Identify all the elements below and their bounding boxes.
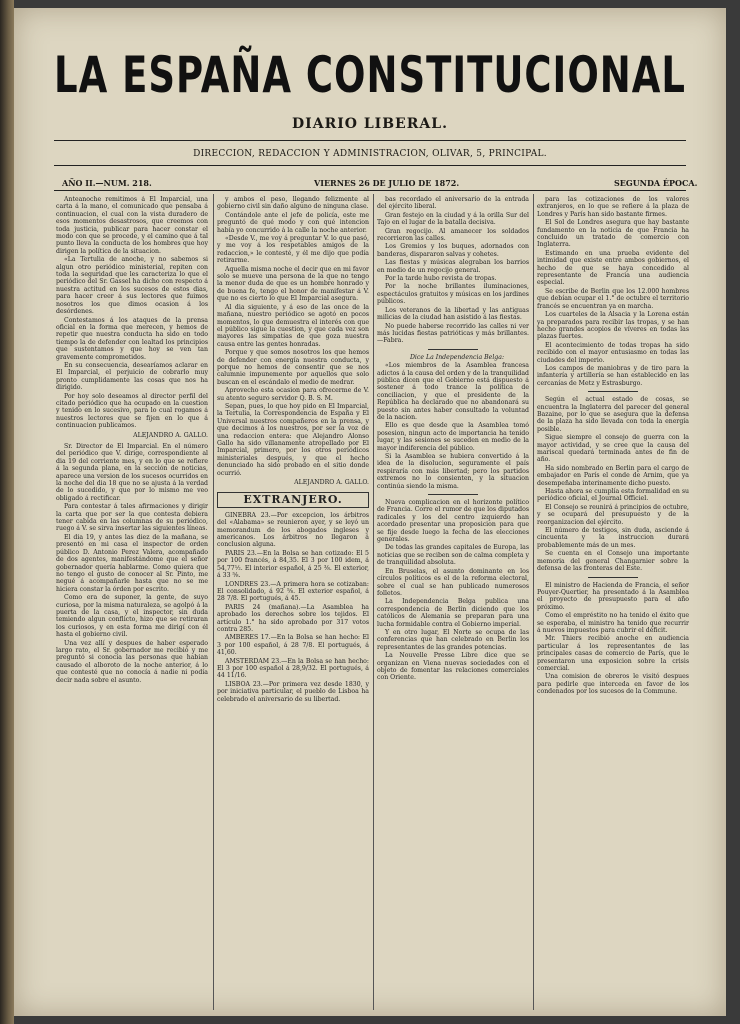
article-paragraph: «Los miembros de la Asamblea francesa adictos á la causa del orden y de la tranquilidad pública dicen que el Gobierno está dispuesto á sostener á todo trance la política de conciliacion, y que el presidente de la República ha declarado que no abandonará su puesto sin antes haber consultado la voluntad de la nacion. [377, 362, 529, 421]
news-item: LISBOA 23.—Por primera vez desde 1830, y por iniciativa particular, el pueblo de Lisboa ha celebrado el aniversario de su libertad. [217, 680, 369, 703]
article-paragraph: Por la tarde hubo revista de tropas. [385, 275, 497, 283]
article-paragraph: Contestamos á los ataques de la prensa oficial en la forma que merecen, y hemos de repetir que nuestra conducta ha sido en todo tiempo la de defender con lealtad los principios que sustentamos y que hoy se ven tan gravemente comprometidos. [56, 316, 208, 361]
article-paragraph: Mr. Thiers recibió anoche en audiencia particular á los representantes de las principales casas de comercio de París, que le presentaron una exposicion sobre la crisis comercial. [537, 635, 689, 672]
newspaper-title: LA ESPAÑA CONSTITUCIONAL [54, 46, 686, 105]
article-paragraph: para las cotizaciones de los valores extranjeros, en lo que se refiere á la plaza de Londres y París han sido bastante firmes. [537, 196, 689, 218]
section-separator [588, 577, 638, 578]
masthead-rule-top [54, 140, 686, 141]
article-paragraph: Aquella misma noche el decir que en mi favor solo se mueve una persona de la que no tengo la menor duda de que es un hombre honrado y de buena fe, tengo el honor de manifestar á V. que no es cierto lo que El Imparcial asegura. [217, 265, 369, 303]
article-paragraph: «Desde V., me voy á preguntar V. lo que pasó, y me voy á los respetables amigos de la redaccion,» le contesté, y él me dijo que podía retirarme. [217, 235, 369, 265]
news-item: PARIS 24 (mañana).—La Asamblea ha aprobado los derechos sobre los tejidos. El artículo 1.° ha sido aprobado por 317 votos contra 285. [217, 603, 369, 633]
article-paragraph: Como el empréstito no ha tenido el éxito que se esperaba, el ministro ha tenido que recurrir á nuevos impuestos para cubrir el déficit. [537, 612, 689, 634]
article-paragraph: Gran regocijo. Al amanecer los soldados recorrieron las calles. [377, 227, 529, 243]
article-paragraph: Sigue siempre el consejo de guerra con la mayor actividad, y se cree que la causa del mariscal quedará terminada antes de fin de año. [537, 434, 689, 464]
article-paragraph: La Independencia Belga publica una correspondencia de Berlin diciendo que los católicos de Alemania se preparan para una lucha formidable contra el Gobierno imperial. [377, 598, 529, 628]
section-separator [428, 349, 478, 350]
article-paragraph: Si la Asamblea se hubiera convertido á la idea de la disolucion, seguramente el país respiraría con más libertad; pero los partidos extremos no lo consienten, y la situacion continúa siendo la misma. [377, 453, 529, 490]
article-paragraph: Los Gremios y los buques, adornados con banderas, dispararon salvas y cohetes. [377, 243, 529, 258]
column-3 [377, 196, 529, 1010]
newspaper-page [14, 8, 726, 1016]
article-paragraph: bas recordado el aniversario de la entrada del ejército liberal. [377, 196, 529, 211]
article-paragraph: Sepan, pues, lo que hoy pido en El Imparcial, la Tertulia, la Correspondencia de España y El Universal nuestros compañeros en la prensa, y que decimos á los nuestros, por ser la voz de una redaccion entera: que Alejandro Alonso Gallo ha sido villanamente atropellado por El Imparcial, primero, por los otros periódicos ministeriales después, y que el hecho denunciado ha sido probado en el sitio donde ocurrió. [217, 402, 369, 477]
article-paragraph: Se cuenta en el Consejo una importante memoria del general Changarnier sobre la defensa de las fronteras del Este. [537, 550, 689, 573]
article-paragraph: El dia 19, y antes las diez de la mañana, se presentó en mi casa el inspector de orden público D. Antonio Perez Valera, acompañado de dos agentes, manifestándome que el señor gobernador quería hablarme. Como quiera que no tengo el gusto de conocer al Sr. Pinto, me negué á acompañarle hasta que no se me hiciera constar la órden por escrito. [56, 533, 208, 593]
article-paragraph: Estimando en una prueba evidente del intimidad que existe entre ambos gobiernos, el hecho de que se haya concedido al representante de Francia una audiencia especial. [537, 249, 689, 287]
article-paragraph: Sr. Director de El Imparcial. En el número del periódico que V. dirige, correspondiente al dia 19 del corriente mes, y en lo que se refiere á la segunda plana, en la sección de noticias, aparece una version de los sucesos ocurridos en la noche del dia 18 que no se ajusta á la verdad de lo sucedido, y que por lo mismo me veo obligado á rectificar. [56, 443, 208, 502]
section-separator [428, 494, 478, 495]
issue-epoch: SEGUNDA ÉPOCA. [614, 178, 698, 188]
column-divider-2 [373, 194, 374, 1010]
article-paragraph: Una vez allí y despues de haber esperado largo rato, el Sr. gobernador me recibió y me preguntó si conocía las personas que habian causado el alboroto de la noche anterior, á lo que contesté que no conocía á nadie ni podía decir nada sobre el asunto. [56, 639, 208, 684]
article-paragraph: Al dia siguiente, y á eso de las once de la mañana, nuestro periódico se agotó en pocos momentos, lo que demuestra el interés con que el público sigue la cuestion, y que cada vez son mayores las simpatías de que goza nuestra causa entre las gentes honradas. [217, 303, 369, 348]
article-paragraph: La Nouvelle Presse Libre dice que se organizan en Viena nuevas sociedades con el objeto de fomentar las relaciones comerciales con Oriente. [377, 652, 529, 682]
editorial-address: DIRECCION, REDACCION Y ADMINISTRACION, OLIVAR, 5, PRINCIPAL. [193, 149, 547, 159]
book-binding [0, 0, 14, 1024]
article-paragraph: Por hoy solo deseamos al director perfil del citado periódico que ha ocupado en la cuestion y tenido en lo sucesivo, para lo cual rogamos á nuestros lectores que se fijen en lo que á continuacion publicamos. [56, 392, 208, 430]
column-divider-3 [533, 194, 534, 1010]
article-paragraph: Por la noche brillantes iluminaciones, espectáculos gratuitos y músicas en los jardines públicos. [377, 283, 529, 306]
article-paragraph: El Consejo se reunirá á principios de octubre, y se ocupará del presupuesto y de la reorganizacion del ejército. [537, 503, 689, 526]
dateline-rule [54, 190, 686, 191]
article-paragraph: Los campos de maniobras y de tiro para la infantería y artillería se han establecido en las cercanías de Metz y Estrasburgo. [537, 364, 689, 387]
article-paragraph: Ha sido nombrado en Berlin para el cargo de embajador en París el conde de Arnim, que ya desempeñaba interinamente dicho puesto. [537, 464, 689, 487]
newspaper-subtitle: DIARIO LIBERAL. [292, 116, 448, 132]
article-paragraph: En su consecuencia, desearíamos aclarar en El Imparcial, el perjuicio de cobrarlo muy pronto cumplidamente las cosas que nos ha dirigido. [56, 361, 208, 392]
column-2 [217, 196, 369, 1010]
article-paragraph: El acontecimiento de todas tropas ha sido recibido con el mayor entusiasmo en todas las ciudades del imperio. [537, 341, 689, 364]
section-heading: Dice La Independencia Belga: [409, 353, 505, 361]
news-item: GINEBRA 23.—Por excepcion, los árbitros del «Alabama» se reunieron ayer, y se leyó un memorandum de los abogados ingleses y americanos. Los árbitros no llegaron á conclusion alguna. [217, 511, 369, 549]
article-paragraph: Gran festejo en la ciudad y á la orilla Sur del Tajo en el lugar de la batalla decisiva. [377, 211, 529, 227]
article-paragraph: El Sol de Londres asegura que hay bastante fundamento en la noticia de que Francia ha concluido un tratado de comercio con Inglaterra. [537, 219, 689, 249]
article-paragraph: Como era de suponer, la gente, de suyo curiosa, por la misma naturaleza, se agolpó á la puerta de la casa, y el inspector, sin duda temiendo algun conflicto, hizo que se retiraran los curiosos, y en esta forma me dirigí con él hasta el gobierno civil. [56, 594, 208, 639]
column-4 [537, 196, 689, 1010]
article-paragraph: Los veteranos de la libertad y las antiguas milicias de la ciudad han asistido á las fiestas. [377, 306, 529, 322]
issue-date: VIERNES 26 DE JULIO DE 1872. [314, 178, 460, 188]
author-signature: ALEJANDRO A. GALLO. [133, 431, 208, 439]
article-paragraph: El ministro de Hacienda de Francia, el señor Pouyer-Quertier, ha presentado á la Asamblea el proyecto de presupuesto para el año próximo. [537, 581, 689, 611]
section-separator [588, 391, 638, 392]
article-paragraph: Una comision de obreros le visitó despues para pedirle que interceda en favor de los condenados por los sucesos de la Commune. [537, 673, 689, 696]
article-paragraph: Según el actual estado de cosas, se encuentra la Inglaterra del parecer del general Bazaine, por lo que se asegura que la defensa de la plaza ha sido llevada con toda la energía posible. [537, 396, 689, 433]
article-paragraph: Y en otro lugar, El Norte se ocupa de las conferencias que han celebrado en Berlin los representantes de las grandes potencias. [377, 628, 529, 651]
article-paragraph: Las fiestas y músicas alegraban los barrios en medio de un regocijo general. [377, 259, 529, 274]
author-signature: ALEJANDRO A. GALLO. [294, 479, 369, 487]
article-paragraph: Contándole ante el jefe de policía, este me preguntó de qué modo y con qué intencion había yo concurrido á la calle la noche anterior. [217, 211, 369, 234]
masthead-rule-middle [54, 165, 686, 166]
article-paragraph: Hasta ahora se cumplía esta formalidad en su periódico oficial, el Journal Officiel. [537, 488, 689, 503]
article-paragraph: y ambos el peso, llegando felizmente al gobierno civil sin daño alguno de ninguna clase. [217, 196, 369, 211]
article-paragraph: De todas las grandes capitales de Europa, las noticias que se reciben son de calma completa y de tranquilidad absoluta. [377, 544, 529, 567]
article-paragraph: Los cuarteles de la Alsacia y la Lorena están ya preparados para recibir las tropas, y se han hecho grandes acopios de víveres en todas las plazas fuertes. [537, 311, 689, 341]
news-item: PARIS 23.—En la Bolsa se han cotizado: El 5 por 100 francés, á 84,35. El 3 por 100 idem, á 54,77½. El interior español, á 25 ⅜. El exterior, á 33 ⅝. [217, 549, 369, 580]
article-paragraph: Ello es que desde que la Asamblea tomó posesion, ningun acto de importancia ha tenido lugar, y las sesiones se suceden en medio de la mayor indiferencia del público. [377, 422, 529, 452]
article-paragraph: No puede haberse recorrido las calles ni ver más lucidas fiestas patrióticas y más brillantes.—Fabra. [377, 322, 529, 345]
news-item: AMBERES 17.—En la Bolsa se han hecho: El 3 por 100 español, á 28 7/8. El portugués, á 41,60. [217, 634, 369, 657]
column-1 [56, 196, 208, 1010]
column-divider-1 [213, 194, 214, 1010]
issue-number: AÑO II.—NUM. 218. [62, 178, 152, 188]
news-item: LONDRES 23.—A primera hora se cotizaban: El consolidado, á 92 ⅝. El exterior español, á 28 7/8. El portugués, á 45. [217, 580, 369, 603]
article-paragraph: Para contestar á tales afirmaciones y dirigir la carta que por ser la que contesta debiera tener cabida en las columnas de su periódico, ruego á V. se sirva insertar las siguientes líneas. [56, 503, 208, 533]
section-heading-extranjero: EXTRANJERO. [217, 492, 369, 507]
article-paragraph: Aprovecho esta ocasion para ofrecerme de V. su atento seguro servidor Q. B. S. M. [217, 387, 369, 402]
article-paragraph: Nueva complicacion en el horizonte político de Francia. Corre el rumor de que los diputados radicales y los del centro izquierdo han acordado presentar una proposicion para que se fije desde luego la fecha de las elecciones generales. [377, 499, 529, 544]
news-item: AMSTERDAM 23.—En la Bolsa se han hecho: El 3 por 100 español á 28,9/32. El portugués, á 44 11/16. [217, 657, 369, 680]
article-paragraph: Anteanoche remitimos á El Imparcial, una carta á la mano, el comunicado que pensaba á continuacion, el cual con la vista duradero de esos momentos desastrosos, que creemos con toda justicia, publicar para hacer constar el modo con que se procede, y el camino que á tal punto lleva la conducta de los hombres que hoy dirigen la política de la situacion. [56, 196, 208, 255]
article-paragraph: Se escribe de Berlin que los 12.000 hombres que debían ocupar el 1.° de octubre el territorio francés se encuentran ya en marcha. [537, 287, 689, 310]
article-paragraph: Porque y que somos nosotros los que hemos de defender con energía nuestra conducta, y porque no hemos de consentir que se nos calumnie impunemente por aquellos que solo buscan en el escándalo el medio de medrar. [217, 349, 369, 386]
article-paragraph: En Bruselas, el asunto dominante en los círculos políticos es el de la reforma electoral, sobre el cual se han publicado numerosos folletos. [377, 567, 529, 597]
article-paragraph: El número de testigos, sin duda, asciende á cincuenta y la instruccion durará probablemente más de un mes. [537, 527, 689, 549]
article-paragraph: «La Tertulia de anoche, y no sabemos si algun otro periódico ministerial, repiten con toda la seguridad que les caracteriza lo que el periódico del Sr. Gassel ha dicho con respecto á nuestra actitud en los sucesos de estos dias, para hacer creer á sus lectores que fuimos nosotros los que dimos ocasion á los desórdenes. [56, 256, 208, 316]
